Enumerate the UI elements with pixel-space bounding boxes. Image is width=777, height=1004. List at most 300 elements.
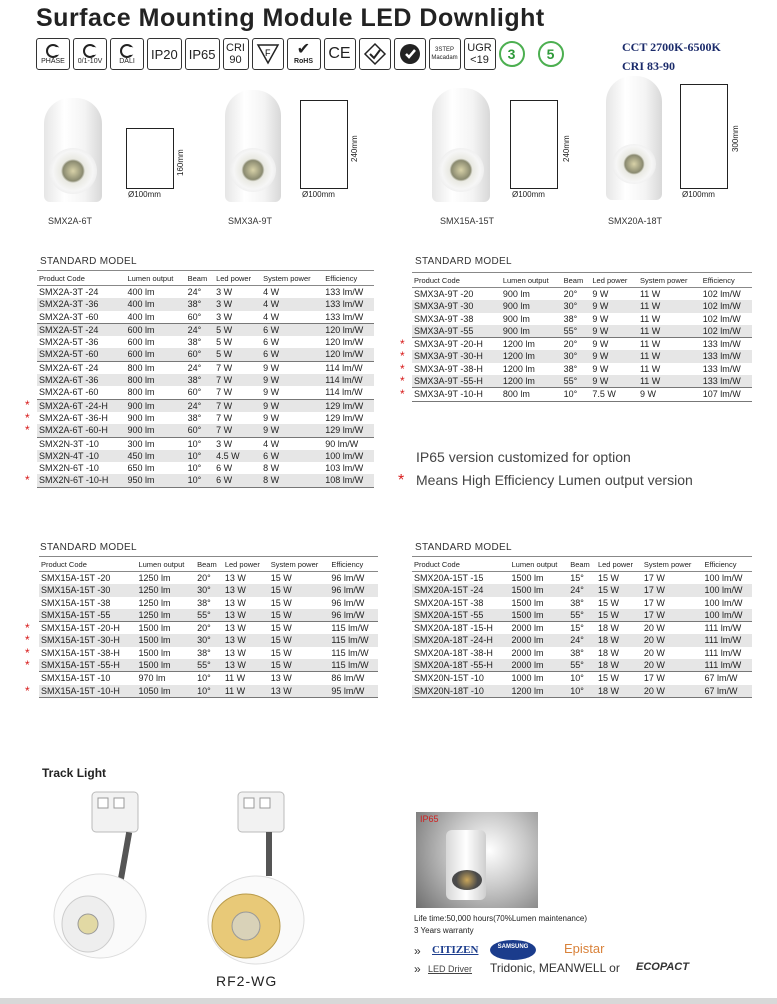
table-cell: 9 W <box>590 325 638 338</box>
table-cell: SMX2A-3T -60 <box>39 311 99 322</box>
table-cell: 13 W <box>223 609 269 622</box>
high-efficiency-star-icon: * <box>25 423 30 438</box>
table-cell: 13 W <box>223 634 269 646</box>
table-cell: 15 W <box>269 659 330 672</box>
table-cell: 114 lm/W <box>323 361 374 374</box>
table-cell: 900 lm <box>501 325 562 338</box>
table-cell: SMX20N-15T -10 <box>412 672 510 685</box>
table-cell: 9 W <box>590 375 638 388</box>
table-cell: SMX2A-5T -24 <box>37 323 125 336</box>
f-mark-badge <box>252 38 284 70</box>
table-row <box>412 313 752 325</box>
table-cell: 108 lm/W <box>323 474 374 487</box>
section-heading: STANDARD MODEL <box>415 256 512 267</box>
ce-badge: CE <box>324 38 356 70</box>
table-cell: SMX2A-6T -24 <box>37 361 125 374</box>
table-cell: 55° <box>562 325 591 338</box>
table-cell: SMX2A-5T -60 <box>37 348 125 361</box>
table-cell: SMX2A-3T -24 <box>39 287 99 297</box>
table-cell: 3 W <box>214 298 261 310</box>
table-cell: 60° <box>186 424 214 437</box>
table-row <box>39 659 378 672</box>
table-cell: 9 W <box>590 300 638 312</box>
table-cell: 7 W <box>214 424 261 437</box>
table-cell: 129 lm/W <box>325 412 364 423</box>
table-cell: 20 W <box>642 634 703 646</box>
table-cell: 800 lm <box>125 374 185 386</box>
table-cell: 100 lm/W <box>323 450 374 462</box>
table-cell: SMX2A-6T -36-H <box>39 412 108 423</box>
table-cell: SMX15A-15T -38 <box>41 597 111 608</box>
table-cell: 18 W <box>596 622 642 635</box>
table-cell: 133 lm/W <box>325 311 364 322</box>
table-cell: 20 W <box>642 685 703 698</box>
table-cell: 900 lm <box>125 399 185 412</box>
high-efficiency-star-icon: * <box>25 620 30 635</box>
table-cell: SMX20A-18T -38-H <box>414 647 493 658</box>
table-cell: 38° <box>186 298 214 310</box>
check-icon: ✔ <box>296 41 311 58</box>
table-cell: SMX2A-6T -36 <box>37 374 125 386</box>
table-cell: 400 lm <box>127 287 155 297</box>
high-efficiency-star-icon: * <box>25 398 30 413</box>
cct-cri-spec: CCT 2700K-6500K CRI 83-90 <box>622 40 721 73</box>
track-light-heading: Track Light <box>42 766 107 780</box>
table-cell: SMX20A-18T -15-H <box>412 622 510 635</box>
rohs-badge: ✔ RoHS <box>287 38 321 70</box>
led-driver-label: LED Driver <box>428 964 473 974</box>
table-cell: 10° <box>568 672 596 685</box>
high-efficiency-star-icon: * <box>25 645 30 660</box>
ip20-badge: IP20 <box>147 38 182 70</box>
table-row <box>39 634 378 646</box>
table-row <box>37 462 374 474</box>
table-cell: 3 W <box>216 287 233 297</box>
table-cell: 17 W <box>643 597 665 608</box>
table-cell: 6 W <box>261 323 323 336</box>
table-cell: 38° <box>186 374 214 386</box>
table-cell: SMX20A-18T -24-H <box>412 634 510 646</box>
table-cell: SMX15A-15T -55 <box>39 609 136 622</box>
table-cell: 800 lm <box>501 388 562 401</box>
product-model-label: SMX20A-18T <box>608 216 663 226</box>
table-row <box>39 622 378 635</box>
table-cell: 6 W <box>263 337 280 348</box>
warranty-text: 3 Years warranty <box>414 926 474 935</box>
table-row <box>412 634 752 646</box>
table-cell: 120 lm/W <box>323 348 374 361</box>
table-cell: 9 W <box>592 363 609 374</box>
table-cell: 9 W <box>261 424 323 437</box>
spec-table-smx20: Product Code Lumen output Beam Led power System power Efficiency SMX20A-15T -15 1500 lm 15° 15 W 17 W 100 lm/W SMX20A-15T -24 1500 lm 24° 15 W 17 W 100 lm/W SMX20A-15T -38 1500 lm 38° 15 W 17 W 100 lm/W SMX20A-15T -55 1500 lm 55° 15 W 17 W 100 lm/W SMX20A-18T -15-H 2000 lm 15° 18 W 20 W 111 lm/W SMX20A-18T -24-H 2000 lm 24° 18 W 20 W 111 lm/W SMX20A-18T -38-H 2000 lm 38° 18 W 20 W 111 lm/W SMX20A-18T -55-H 2000 lm 55° 18 W 20 W 111 lm/W SMX20N-15T -10 1000 lm 10° 15 W 17 W 67 lm/W SMX20N-18T -10 1200 lm 10° 18 W 20 W 67 lm/W <box>412 556 752 698</box>
table-cell: 13 W <box>224 647 246 658</box>
moon-icon <box>83 44 97 58</box>
table-cell: 96 lm/W <box>331 597 365 608</box>
dali-dimming-badge: DALI <box>110 38 144 70</box>
table-cell: 950 lm <box>125 474 185 487</box>
table-cell: 55° <box>195 609 223 622</box>
table-cell: 103 lm/W <box>325 463 364 474</box>
table-cell: 90 lm/W <box>323 437 374 450</box>
table-cell: 67 lm/W <box>703 685 752 698</box>
table-cell: 133 lm/W <box>702 363 741 374</box>
saa-badge <box>359 38 391 70</box>
table-cell: 2000 lm <box>510 622 569 635</box>
table-cell: 18 W <box>596 659 642 672</box>
table-cell: 15 W <box>596 609 642 622</box>
table-cell: SMX2A-3T -36 <box>37 298 125 310</box>
table-cell: 1500 lm <box>136 659 195 672</box>
table-cell: 1500 lm <box>136 634 195 646</box>
table-row <box>39 597 378 609</box>
table-cell: 11 W <box>223 672 269 685</box>
table-row <box>37 437 374 450</box>
table-cell: SMX20A-18T -55-H <box>412 659 510 672</box>
table-cell: 133 lm/W <box>323 298 374 310</box>
table-cell: 38° <box>197 647 211 658</box>
table-cell: 24° <box>568 634 596 646</box>
table-cell: 129 lm/W <box>323 424 374 437</box>
table-cell: 1500 lm <box>511 573 544 583</box>
table-cell: 102 lm/W <box>702 313 741 324</box>
table-cell: 15 W <box>269 622 330 635</box>
table-cell: 9 W <box>592 289 609 299</box>
table-cell: 11 W <box>638 375 701 388</box>
table-cell: 300 lm <box>125 437 185 450</box>
table-row <box>412 647 752 659</box>
table-cell: 13 W <box>223 584 269 596</box>
table-row <box>412 300 752 312</box>
product-model-label: SMX15A-15T <box>440 216 495 226</box>
table-row <box>412 363 752 375</box>
table-cell: 55° <box>568 659 596 672</box>
table-cell: 115 lm/W <box>329 634 378 646</box>
table-cell: 67 lm/W <box>703 672 752 685</box>
table-cell: 30° <box>562 300 591 312</box>
table-cell: 15 W <box>270 573 292 583</box>
table-cell: 11 W <box>639 289 661 299</box>
table-cell: 20° <box>562 338 591 351</box>
table-cell: 24° <box>568 584 596 596</box>
high-efficiency-star-icon: * <box>25 633 30 648</box>
high-efficiency-star-icon: * <box>400 349 405 364</box>
svg-text:F: F <box>264 48 270 58</box>
star-icon: * <box>398 472 405 489</box>
table-row <box>412 685 752 698</box>
table-cell: 900 lm <box>502 289 530 299</box>
height-dimension: 300mm <box>731 125 740 152</box>
table-cell: 120 lm/W <box>323 323 374 336</box>
table-cell: 24° <box>186 361 214 374</box>
ip65-product-image: IP65 <box>416 812 538 908</box>
table-cell: 38° <box>563 313 578 324</box>
table-cell: 38° <box>187 412 202 423</box>
table-cell: 15 W <box>596 584 642 596</box>
table-row <box>412 350 752 362</box>
table-cell: SMX3A-9T -30-H <box>412 350 501 362</box>
table-cell: SMX3A-9T -20-H <box>412 338 501 351</box>
dimension-box <box>300 100 348 189</box>
width-dimension: Ø100mm <box>128 190 161 199</box>
table-cell: 4 W <box>261 437 323 450</box>
ugr-badge: UGR <19 <box>464 38 496 70</box>
table-cell: 7 W <box>214 374 261 386</box>
table-cell: 17 W <box>642 584 703 596</box>
table-cell: 800 lm <box>125 361 185 374</box>
table-row <box>37 298 374 310</box>
table-cell: 6 W <box>261 450 323 462</box>
table-cell: SMX3A-9T -30 <box>412 300 501 312</box>
table-cell: 15 W <box>597 573 619 583</box>
table-cell: 24° <box>187 287 202 297</box>
table-cell: 15 W <box>269 609 330 622</box>
track-light-image-white <box>50 786 160 976</box>
table-cell: 10° <box>568 685 596 698</box>
section-heading: STANDARD MODEL <box>415 542 512 553</box>
table-cell: 9 W <box>263 387 280 398</box>
table-cell: 1250 lm <box>138 573 171 583</box>
table-cell: 9 W <box>590 350 638 362</box>
table-cell: 20 W <box>643 647 665 658</box>
table-cell: 600 lm <box>125 348 185 361</box>
high-efficiency-star-icon: * <box>25 410 30 425</box>
table-cell: 100 lm/W <box>704 573 743 583</box>
table-cell: SMX15A-15T -38-H <box>41 647 120 658</box>
table-cell: 55° <box>562 375 591 388</box>
product-model-label: SMX3A-9T <box>228 216 273 226</box>
f-triangle-icon <box>256 43 280 65</box>
table-cell: 9 W <box>261 361 323 374</box>
width-dimension: Ø100mm <box>512 190 545 199</box>
phase-dimming-badge: PHASE <box>36 38 70 70</box>
table-cell: 900 lm <box>127 412 155 423</box>
high-efficiency-star-icon: * <box>25 473 30 488</box>
samsung-leds-label: LEDs <box>515 954 528 960</box>
table-row <box>39 584 378 596</box>
table-cell: 86 lm/W <box>329 672 378 685</box>
moon-icon <box>120 44 134 58</box>
table-cell: 114 lm/W <box>323 374 374 386</box>
table-cell: 11 W <box>638 338 701 351</box>
table-cell: 129 lm/W <box>323 399 374 412</box>
table-row <box>412 672 752 685</box>
high-efficiency-star-icon: * <box>400 374 405 389</box>
table-cell: 13 W <box>269 672 330 685</box>
c-tick-badge <box>394 38 426 70</box>
table-cell: 20° <box>195 622 223 635</box>
table-cell: 30° <box>562 350 591 362</box>
table-cell: 1250 lm <box>136 609 195 622</box>
table-cell: SMX20A-15T -24 <box>412 584 510 596</box>
section-heading: STANDARD MODEL <box>40 256 137 267</box>
warranty-5-years-badge: 5 <box>538 41 564 67</box>
table-cell: 15 W <box>269 584 330 596</box>
table-cell: 17 W <box>642 609 703 622</box>
table-cell: 450 lm <box>125 450 185 462</box>
high-efficiency-star-icon: * <box>25 658 30 673</box>
table-row <box>412 597 752 609</box>
table-cell: SMX3A-9T -38-H <box>414 363 483 374</box>
table-cell: 17 W <box>643 573 665 583</box>
table-cell: SMX20A-15T -55 <box>412 609 510 622</box>
macadam-badge: 3STEP Macadam <box>429 38 461 70</box>
height-dimension: 160mm <box>176 149 185 176</box>
table-cell: 2000 lm <box>511 647 544 658</box>
table-cell: 133 lm/W <box>325 287 364 297</box>
table-cell: 115 lm/W <box>329 622 378 635</box>
table-cell: SMX3A-9T -38 <box>414 313 474 324</box>
table-row <box>412 659 752 672</box>
table-cell: 1250 lm <box>136 584 195 596</box>
table-cell: 6 W <box>261 348 323 361</box>
table-cell: 1500 lm <box>136 622 195 635</box>
high-efficiency-star-icon: * <box>400 386 405 401</box>
table-row <box>412 622 752 635</box>
table-cell: 10° <box>195 685 223 698</box>
table-cell: 3 W <box>214 437 261 450</box>
table-cell: 111 lm/W <box>704 647 742 658</box>
dimension-box <box>510 100 558 189</box>
table-cell: 111 lm/W <box>703 659 752 672</box>
table-cell: 102 lm/W <box>701 325 752 338</box>
height-dimension: 240mm <box>350 135 359 162</box>
table-row <box>37 386 374 399</box>
table-cell: 1250 lm <box>138 597 171 608</box>
section-heading: STANDARD MODEL <box>40 542 137 553</box>
table-cell: 15 W <box>270 597 292 608</box>
table-cell: SMX20A-15T -38 <box>414 597 484 608</box>
table-cell: 5 W <box>216 337 233 348</box>
table-cell: 650 lm <box>127 463 155 474</box>
table-row <box>412 584 752 596</box>
table-row <box>37 336 374 348</box>
table-cell: 15 W <box>597 597 619 608</box>
table-cell: SMX3A-9T -55-H <box>412 375 501 388</box>
table-cell: 9 W <box>263 412 280 423</box>
product-image-smx2a <box>44 98 102 202</box>
table-cell: 38° <box>563 363 578 374</box>
table-cell: 100 lm/W <box>703 609 752 622</box>
table-cell: SMX2N-6T -10 <box>39 463 99 474</box>
track-light-image-gold <box>200 786 310 976</box>
table-cell: 800 lm <box>127 387 155 398</box>
table-cell: 115 lm/W <box>331 647 369 658</box>
table-cell: 133 lm/W <box>701 375 752 388</box>
table-cell: SMX15A-15T -55-H <box>39 659 136 672</box>
table-cell: 60° <box>187 387 202 398</box>
table-cell: SMX15A-15T -20 <box>41 573 111 583</box>
high-efficiency-star-icon: * <box>400 336 405 351</box>
table-cell: 20 W <box>642 622 703 635</box>
dimension-box <box>680 84 728 189</box>
table-cell: 1000 lm <box>510 672 569 685</box>
table-row <box>39 685 378 698</box>
table-cell: 9 W <box>638 388 701 401</box>
table-row <box>37 323 374 336</box>
table-cell: 100 lm/W <box>703 584 752 596</box>
table-cell: 120 lm/W <box>325 337 364 348</box>
table-cell: 38° <box>570 647 584 658</box>
moon-icon <box>46 44 60 58</box>
table-cell: 7 W <box>216 387 233 398</box>
table-cell: 9 W <box>261 399 323 412</box>
table-row <box>412 572 752 585</box>
saa-check-icon <box>363 42 387 66</box>
table-cell: 102 lm/W <box>702 289 741 299</box>
cri-badge: CRI 90 <box>223 38 249 70</box>
table-row <box>37 424 374 437</box>
table-cell: 15 W <box>270 647 292 658</box>
table-cell: 4 W <box>263 287 280 297</box>
table-cell: 11 W <box>639 363 661 374</box>
table-cell: 96 lm/W <box>331 573 365 583</box>
height-dimension: 240mm <box>562 135 571 162</box>
table-cell: 13 W <box>223 659 269 672</box>
table-cell: SMX3A-9T -20 <box>414 289 474 299</box>
table-cell: 38° <box>187 337 202 348</box>
table-cell: SMX15A-15T -10-H <box>39 685 136 698</box>
table-cell: 30° <box>195 584 223 596</box>
table-cell: 6 W <box>214 474 261 487</box>
table-cell: 10° <box>562 388 591 401</box>
table-row <box>37 348 374 361</box>
table-cell: 15 W <box>269 634 330 646</box>
table-cell: 9 W <box>592 313 609 324</box>
table-cell: SMX20N-18T -10 <box>412 685 510 698</box>
table-row <box>37 361 374 374</box>
table-cell: 4 W <box>261 298 323 310</box>
high-efficiency-star-icon: * <box>25 683 30 698</box>
bottom-border <box>0 998 777 1004</box>
table-cell: 7.5 W <box>590 388 638 401</box>
table-cell: 20 W <box>642 659 703 672</box>
table-cell: 30° <box>195 634 223 646</box>
arrow-icon: » <box>414 944 421 958</box>
table-cell: 10° <box>186 474 214 487</box>
table-cell: 18 W <box>596 685 642 698</box>
ip65-badge: IP65 <box>185 38 220 70</box>
table-row <box>412 609 752 622</box>
table-cell: 600 lm <box>125 323 185 336</box>
table-cell: 18 W <box>597 647 619 658</box>
table-row <box>412 338 752 351</box>
citizen-logo: CITIZEN <box>432 944 479 956</box>
table-cell: SMX2A-6T -24-H <box>37 399 125 412</box>
table-cell: 100 lm/W <box>704 597 743 608</box>
010v-dimming-badge: 0/1-10V <box>73 38 107 70</box>
table-cell: SMX3A-9T -10-H <box>412 388 501 401</box>
product-image-smx15a <box>432 88 490 202</box>
table-cell: 3 W <box>216 311 233 322</box>
table-cell: 60° <box>186 348 214 361</box>
table-cell: 1200 lm <box>501 350 562 362</box>
table-cell: 7 W <box>214 399 261 412</box>
table-cell: 133 lm/W <box>701 350 752 362</box>
table-cell: 38° <box>197 597 211 608</box>
table-row <box>39 672 378 685</box>
table-cell: 9 W <box>261 374 323 386</box>
width-dimension: Ø100mm <box>682 190 715 199</box>
table-cell: 970 lm <box>136 672 195 685</box>
table-cell: SMX15A-15T -10 <box>39 672 136 685</box>
table-cell: 111 lm/W <box>703 634 752 646</box>
table-cell: 7 W <box>216 412 233 423</box>
track-light-model: RF2-WG <box>216 973 278 989</box>
table-cell: 600 lm <box>127 337 155 348</box>
table-cell: 1500 lm <box>138 647 171 658</box>
table-cell: 1200 lm <box>501 375 562 388</box>
table-cell: 20° <box>197 573 211 583</box>
